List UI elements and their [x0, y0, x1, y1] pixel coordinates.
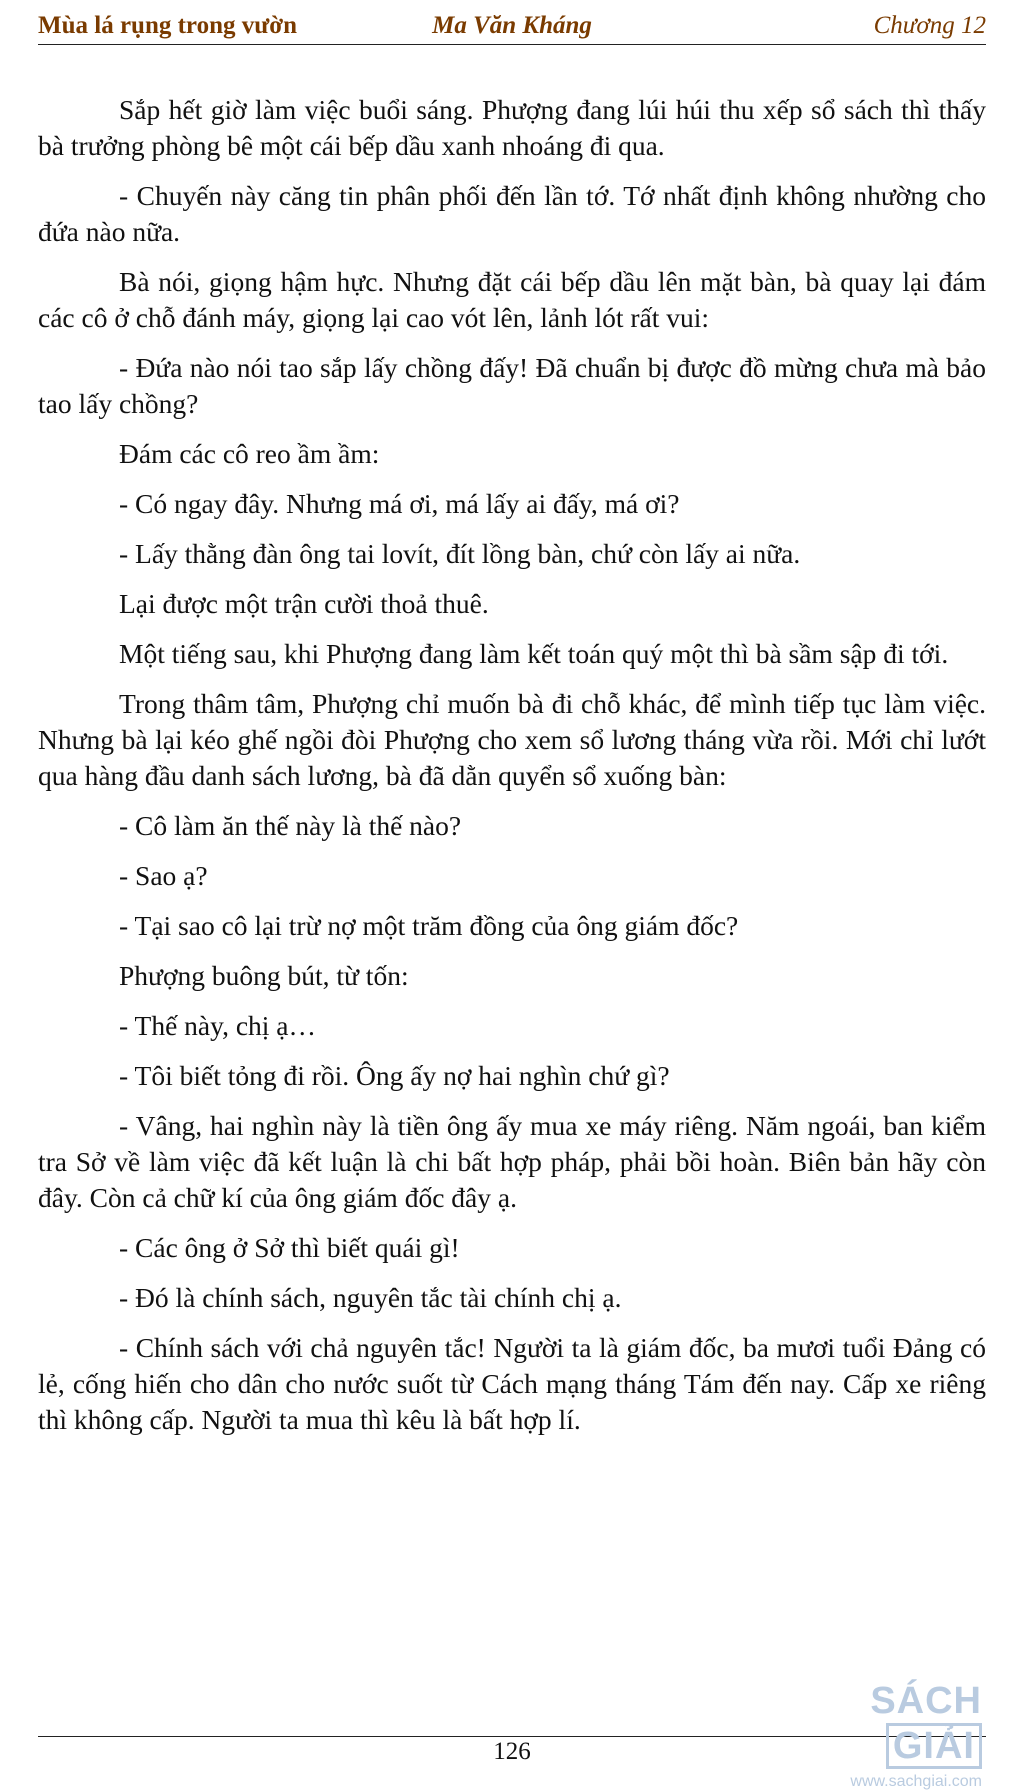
paragraph: - Đó là chính sách, nguyên tắc tài chính chị ạ.: [119, 1282, 622, 1313]
watermark-logo: [782, 1680, 982, 1791]
paragraph: Đám các cô reo ầm ầm:: [119, 438, 380, 469]
paragraph: Phượng buông bút, từ tốn:: [119, 960, 409, 991]
watermark-url: www.sachgiai.com: [850, 1773, 982, 1790]
logo-right: GIẢI: [886, 1723, 982, 1769]
page-header: [38, 12, 986, 45]
paragraph: - Vâng, hai nghìn này là tiền ông ấy mua xe máy riêng. Năm ngoái, ban kiểm tra Sở về làm việc đã kết luận là chi bất hợp pháp, phải bồi hoàn. Biên bản hãy còn đây. Còn cả chữ kí của ông giám đốc đây ạ.: [38, 1110, 986, 1213]
paragraph: - Sao ạ?: [119, 860, 208, 891]
page-number: 126: [493, 1738, 531, 1765]
paragraph: Bà nói, giọng hậm hực. Nhưng đặt cái bếp dầu lên mặt bàn, bà quay lại đám các cô ở chỗ đánh máy, giọng lại cao vót lên, lảnh lót rất vui:: [38, 266, 986, 333]
paragraph: - Tại sao cô lại trừ nợ một trăm đồng của ông giám đốc?: [119, 910, 739, 941]
paragraph: - Chuyến này căng tin phân phối đến lần tớ. Tớ nhất định không nhường cho đứa nào nữa.: [38, 180, 986, 247]
paragraph: Lại được một trận cười thoả thuê.: [119, 588, 489, 619]
book-title: Mùa lá rụng trong vườn: [38, 12, 297, 39]
paragraph: - Tôi biết tỏng đi rồi. Ông ấy nợ hai nghìn chứ gì?: [119, 1060, 670, 1091]
paragraph: Một tiếng sau, khi Phượng đang làm kết toán quý một thì bà sầm sập đi tới.: [119, 638, 949, 669]
logo-text: [782, 1680, 982, 1769]
paragraph: - Cô làm ăn thế này là thế nào?: [119, 810, 462, 841]
paragraph: Sắp hết giờ làm việc buổi sáng. Phượng đang lúi húi thu xếp sổ sách thì thấy bà trưởng phòng bê một cái bếp dầu xanh nhoáng đi qua.: [38, 94, 986, 161]
paragraph: - Thế này, chị ạ…: [119, 1010, 317, 1041]
paragraph: - Lấy thằng đàn ông tai lovít, đít lồng bàn, chứ còn lấy ai nữa.: [119, 538, 801, 569]
paragraph: - Chính sách với chả nguyên tắc! Người ta là giám đốc, ba mươi tuổi Đảng có lẻ, cống hiến cho dân cho nước suốt từ Cách mạng tháng Tám đến nay. Cấp xe riêng thì không cấp. Người ta mua thì kêu là bất hợp lí.: [38, 1332, 986, 1435]
paragraph: - Có ngay đây. Nhưng má ơi, má lấy ai đấy, má ơi?: [119, 488, 680, 519]
logo-left: SÁCH: [870, 1680, 982, 1722]
chapter-label: Chương 12: [873, 12, 986, 39]
page-body: [38, 92, 986, 1452]
author-name: Ma Văn Kháng: [432, 12, 592, 39]
paragraph: - Đứa nào nói tao sắp lấy chồng đấy! Đã chuẩn bị được đồ mừng chưa mà bảo tao lấy chồng?: [38, 352, 986, 419]
paragraph: - Các ông ở Sở thì biết quái gì!: [119, 1232, 460, 1263]
paragraph: Trong thâm tâm, Phượng chỉ muốn bà đi chỗ khác, để mình tiếp tục làm việc. Nhưng bà lại kéo ghế ngồi đòi Phượng cho xem sổ lương tháng vừa rồi. Mới chỉ lướt qua hàng đầu danh sách lương, bà đã dằn quyển sổ xuống bàn:: [38, 688, 986, 791]
